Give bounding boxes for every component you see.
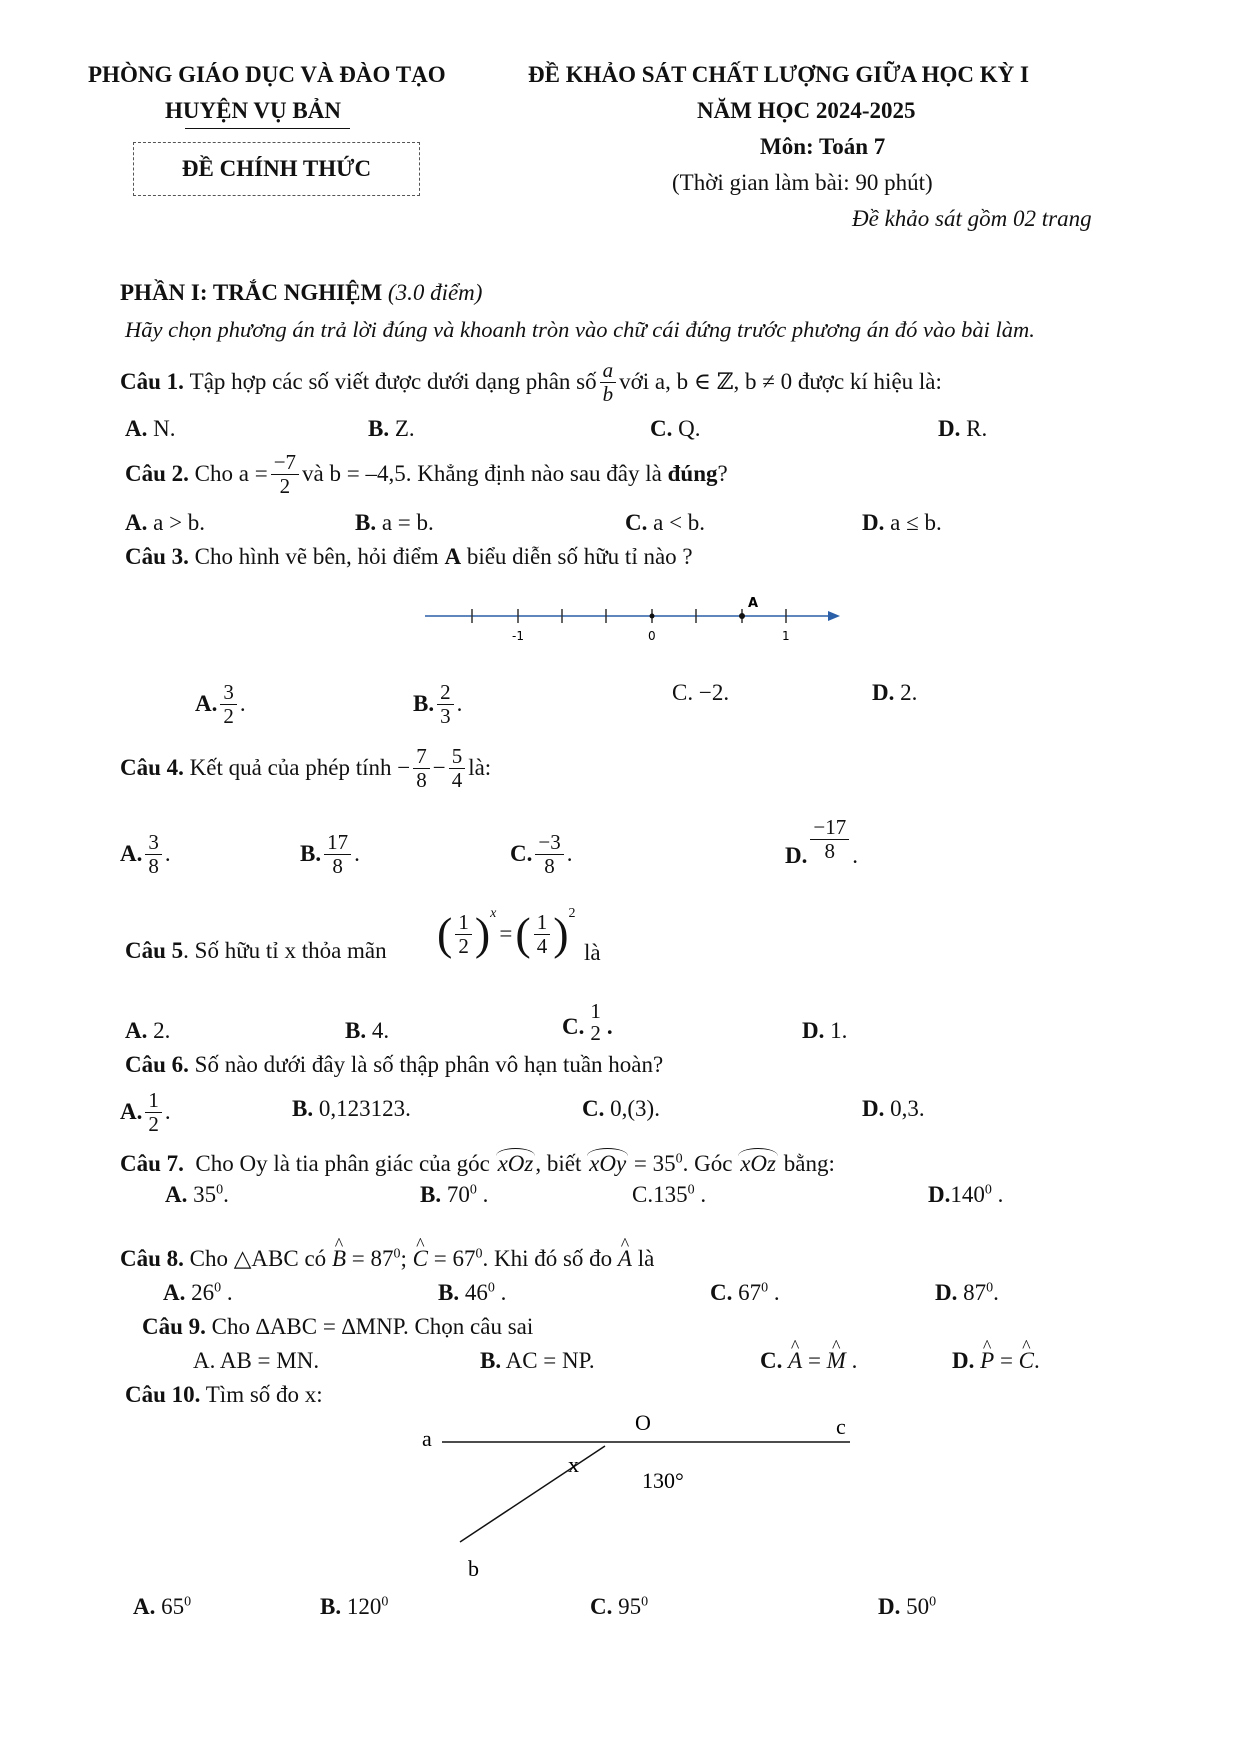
q2-fraction (271, 451, 299, 496)
dot: . (852, 843, 858, 868)
point-a-label: A (748, 596, 759, 611)
option-letter: B. (300, 841, 322, 866)
frac-num: 7 (413, 745, 430, 768)
q8-label: Câu 8. (120, 1246, 184, 1271)
origin-dot (650, 614, 655, 619)
q3-option-d[interactable] (872, 680, 917, 706)
option-letter: A. (125, 510, 148, 535)
q6-option-b[interactable] (292, 1096, 411, 1122)
frac-den: 8 (824, 838, 836, 863)
q5-base2 (534, 911, 551, 956)
q3-stem (125, 544, 693, 570)
q3-text-before: Cho hình vẽ bên, hỏi điểm (194, 544, 439, 569)
q5-base1 (455, 911, 472, 956)
option-letter: C. (710, 1280, 733, 1305)
option-text: 4. (371, 1018, 390, 1043)
option-letter: B. (345, 1018, 367, 1043)
option-letter: C. (590, 1594, 613, 1619)
frac-den: 8 (148, 853, 159, 878)
q5-option-b[interactable] (345, 1018, 389, 1044)
frac-den: 2 (148, 1111, 159, 1136)
option-text: 0,123123. (318, 1096, 411, 1121)
q5-option-a[interactable] (125, 1018, 170, 1044)
degree-mark: 0 (641, 1594, 649, 1610)
q4-option-d[interactable] (785, 808, 858, 870)
degree-mark: 0 (675, 1151, 683, 1167)
q8-option-d[interactable] (935, 1280, 999, 1306)
option-text: 87 (963, 1280, 987, 1305)
label-a: a (422, 1426, 432, 1451)
q9-option-a[interactable] (193, 1348, 319, 1374)
angle-b-value: = 87 (351, 1246, 394, 1271)
degree-mark: 0 (986, 1280, 994, 1296)
q4-stem (120, 740, 491, 796)
q4-label: Câu 4. (120, 755, 184, 780)
frac-num: 1 (534, 911, 551, 934)
frac-den: 8 (544, 853, 555, 878)
option-text: a ≤ b. (890, 510, 942, 535)
q3-option-c[interactable] (672, 680, 729, 706)
frac-num: 1 (145, 1089, 162, 1112)
angle-xoy-value: = 35 (633, 1151, 676, 1176)
dot: . (1034, 1348, 1040, 1373)
dot: . (456, 691, 463, 716)
option-letter: A. (165, 1182, 188, 1207)
angle-xoz: xOz (496, 1148, 536, 1177)
frac-den: 4 (536, 933, 548, 958)
q1-stem (120, 354, 942, 410)
q8-text-after: . Khi đó số đo (482, 1246, 613, 1271)
q9-label: Câu 9. (142, 1314, 206, 1339)
option-letter: B. (438, 1280, 460, 1305)
q4-b-fraction (324, 831, 351, 876)
angle-a-hat: ^ A (618, 1246, 632, 1272)
q4-text-before: Kết quả của phép tính (189, 755, 392, 780)
frac-num: 1 (455, 911, 472, 934)
minus-sign: − (432, 755, 446, 780)
option-letter: A. (120, 841, 143, 866)
q1-label: Câu 1. (120, 369, 184, 394)
q3-option-a[interactable] (195, 674, 246, 734)
option-text: AB = MN. (219, 1348, 320, 1373)
tick-label-minus1: -1 (512, 629, 524, 643)
degree-mark: 0 (381, 1594, 389, 1610)
option-letter: A. (163, 1280, 186, 1305)
degree-mark: 0 (984, 1182, 992, 1198)
q4-a-fraction (145, 831, 162, 876)
q7-option-b[interactable] (420, 1182, 488, 1208)
q6-a-fraction (145, 1089, 162, 1134)
q6-option-d[interactable] (862, 1096, 925, 1122)
q4-fraction-2 (449, 745, 466, 790)
option-letter: D. (802, 1018, 825, 1043)
degree-mark: 0 (393, 1246, 401, 1262)
dot: . (851, 1348, 858, 1373)
label-x: x (568, 1452, 579, 1477)
option-letter: C. (650, 416, 673, 441)
q10-option-b[interactable] (320, 1594, 388, 1620)
pages-note: Đề khảo sát gồm 02 trang (852, 206, 1092, 231)
q10-stem (125, 1382, 323, 1408)
q2-frac-den: 2 (279, 473, 291, 498)
option-letter: C. (672, 680, 699, 705)
school-year: NĂM HỌC 2024-2025 (697, 98, 916, 123)
label-c: c (836, 1414, 846, 1439)
degree-mark: 0 (216, 1182, 224, 1198)
dot: . (354, 841, 360, 866)
option-letter: B. (368, 416, 390, 441)
option-text: Z. (394, 416, 415, 441)
q2-option-d[interactable] (862, 510, 942, 536)
option-text: R. (966, 416, 988, 441)
q2-label: Câu 2. (125, 461, 189, 486)
q2-option-a[interactable] (125, 510, 205, 536)
option-letter: A. (195, 691, 218, 716)
angle-figure (410, 1410, 870, 1585)
tick-label-0: 0 (648, 629, 656, 643)
label-130-degrees: 130° (642, 1468, 684, 1493)
ray-ob (460, 1446, 605, 1542)
q5-exponent-2: 2 (568, 906, 576, 921)
dot: . (164, 1099, 171, 1124)
dot: . (164, 841, 171, 866)
q4-option-a[interactable] (120, 826, 171, 882)
dot: . (223, 1182, 229, 1207)
district-name: HUYỆN VỤ BẢN (165, 98, 341, 123)
q2-text-before: Cho a = (194, 461, 268, 486)
number-line-arrow (828, 611, 840, 621)
frac-num: −17 (810, 816, 849, 839)
dot: . (993, 1280, 999, 1305)
exam-title: ĐỀ KHẢO SÁT CHẤT LƯỢNG GIỮA HỌC KỲ I (528, 62, 1029, 87)
q4-text-after: là: (468, 755, 492, 780)
option-text: 50 (906, 1594, 930, 1619)
dot: . (500, 1280, 507, 1305)
option-letter: B. (480, 1348, 502, 1373)
degree-mark: 0 (469, 1182, 477, 1198)
frac-num: 5 (449, 745, 466, 768)
official-exam-box (133, 142, 420, 196)
option-letter: D. (862, 510, 885, 535)
q8-text-end: là (637, 1246, 655, 1271)
dot: . (239, 691, 246, 716)
option-letter: C. (562, 1014, 585, 1039)
q1-text-before: Tập hợp các số viết được dưới dạng phân số (189, 369, 597, 394)
q1-frac-den: b (602, 381, 614, 406)
option-letter: B. (320, 1594, 342, 1619)
dot: . (700, 1182, 707, 1207)
label-o: O (635, 1410, 651, 1435)
q4-option-c[interactable] (510, 826, 572, 882)
option-letter: D. (862, 1096, 885, 1121)
degree-mark: 0 (214, 1280, 222, 1296)
q2-text-end: ? (717, 461, 728, 486)
option-text: 1. (830, 1018, 848, 1043)
option-text: 67 (738, 1280, 762, 1305)
degree-mark: 0 (475, 1246, 483, 1262)
option-text: 140 (950, 1182, 985, 1207)
frac-num: 1 (590, 998, 601, 1023)
q10-text: Tìm số đo x: (205, 1382, 323, 1407)
frac-num: −3 (535, 831, 563, 854)
option-text: a > b. (153, 510, 206, 535)
equals-sign: = (807, 1348, 821, 1373)
option-text: 70 (446, 1182, 470, 1207)
option-text: AC = NP. (505, 1348, 595, 1373)
option-text: N. (153, 416, 176, 441)
option-text: 135 (653, 1182, 688, 1207)
q2-option-b[interactable] (355, 510, 434, 536)
option-letter: A. (125, 1018, 148, 1043)
option-letter: B. (292, 1096, 314, 1121)
q8-text-before: Cho △ABC có (189, 1246, 327, 1271)
district-underline (185, 128, 350, 129)
q1-option-d[interactable] (938, 416, 987, 442)
option-text: 26 (191, 1280, 215, 1305)
q3-label: Câu 3. (125, 544, 189, 569)
option-text: a < b. (653, 510, 706, 535)
frac-num: 3 (220, 681, 237, 704)
option-letter: A. (193, 1348, 216, 1373)
option-letter: B. (355, 510, 377, 535)
option-text: 120 (346, 1594, 382, 1619)
frac-num: 3 (145, 831, 162, 854)
angle-p-hat: ^ P (980, 1348, 994, 1374)
angle-c-hat: ^ C (413, 1246, 428, 1272)
q6-stem (125, 1052, 663, 1078)
option-text: 2. (900, 680, 918, 705)
q5-c-fraction (587, 1000, 604, 1044)
q10-option-a[interactable] (133, 1594, 191, 1620)
q2-stem (125, 446, 728, 502)
option-letter: D. (878, 1594, 901, 1619)
point-a-dot (739, 613, 745, 619)
q7-option-a[interactable] (165, 1182, 229, 1208)
q1-option-c[interactable] (650, 416, 701, 442)
q10-option-d[interactable] (878, 1594, 936, 1620)
angle-a-hat: ^ A (788, 1348, 802, 1374)
q3-option-b[interactable] (413, 674, 462, 734)
q2-option-c[interactable] (625, 510, 705, 536)
q9-option-c[interactable] (760, 1348, 857, 1374)
q3-bold-a: A (444, 544, 462, 569)
q3-a-fraction (220, 681, 237, 726)
dot: . (482, 1182, 489, 1207)
q6-label: Câu 6. (125, 1052, 189, 1077)
q4-option-b[interactable] (300, 826, 360, 882)
q7-label: Câu 7. (120, 1151, 184, 1176)
option-letter: C. (632, 1182, 654, 1207)
option-letter: A. (120, 1099, 143, 1124)
q3-b-fraction (437, 681, 454, 726)
q9-text: Cho ∆ABC = ∆MNP. Chọn câu sai (211, 1314, 534, 1339)
dot: . (997, 1182, 1004, 1207)
angle-m-hat: ^ M (827, 1348, 846, 1374)
q3-text-after: biểu diễn số hữu tỉ nào ? (466, 544, 693, 569)
q6-option-a[interactable] (120, 1082, 171, 1142)
option-letter: D. (928, 1182, 951, 1207)
q6-option-c[interactable] (582, 1096, 660, 1122)
angle-xoy: xOy (587, 1148, 628, 1177)
q9-option-d[interactable] (952, 1348, 1040, 1374)
q7-option-d[interactable] (928, 1182, 1003, 1208)
section1-heading: PHẦN I: TRẮC NGHIỆM (120, 280, 383, 305)
frac-den: 2 (458, 933, 469, 958)
option-text: 65 (161, 1594, 185, 1619)
option-text: a = b. (381, 510, 434, 535)
dot: . (566, 841, 573, 866)
q5-label: Câu 5 (125, 938, 184, 963)
section1-instruction: Hãy chọn phương án trả lời đúng và khoanh tròn vào chữ cái đứng trước phương án đó vào bài làm. (125, 317, 1035, 342)
q2-bold-word: đúng (667, 461, 718, 486)
option-letter: B. (413, 691, 435, 716)
option-letter: A. (125, 416, 148, 441)
frac-den: 2 (590, 1020, 601, 1045)
q5-option-c[interactable] (562, 980, 613, 1044)
semicolon: ; (400, 1246, 407, 1271)
frac-den: 2 (223, 703, 234, 728)
option-text: Q. (678, 416, 701, 441)
q5-text-after: là (584, 940, 601, 965)
option-letter: C. (760, 1348, 783, 1373)
official-exam-label: ĐỀ CHÍNH THỨC (181, 156, 372, 181)
q1-fraction (600, 359, 617, 404)
q7-text-before: Cho Oy là tia phân giác của góc (195, 1151, 490, 1176)
dot: . (606, 1014, 613, 1039)
option-letter: D. (952, 1348, 975, 1373)
q7-text-after: bằng: (783, 1151, 835, 1176)
subject: Môn: Toán 7 (760, 134, 886, 159)
degree-mark: 0 (487, 1280, 495, 1296)
q10-label: Câu 10. (125, 1382, 201, 1407)
q4-d-fraction (810, 816, 849, 861)
q8-option-b[interactable] (438, 1280, 506, 1306)
dot: . (773, 1280, 780, 1305)
option-letter: D. (938, 416, 961, 441)
frac-num: 2 (437, 681, 454, 704)
option-letter: C. (510, 841, 533, 866)
q8-option-a[interactable] (163, 1280, 233, 1306)
q5-equation: ( $\frac{1}{2}$ ) x = ( $\frac{1}{4}$ ) 2 (437, 906, 576, 959)
q5-stem (125, 938, 387, 964)
angle-b-hat: ^ B (332, 1246, 346, 1272)
option-letter: C. (625, 510, 648, 535)
q7-option-c[interactable] (632, 1182, 706, 1208)
q8-stem (120, 1246, 654, 1272)
q5-option-d[interactable] (802, 1018, 847, 1044)
q2-frac-num: −7 (271, 451, 299, 474)
q2-text-mid: và b = –4,5. Khẳng định nào sau đây là (302, 461, 662, 486)
option-letter: D. (872, 680, 895, 705)
q8-option-c[interactable] (710, 1280, 780, 1306)
angle-c-hat: ^ C (1019, 1348, 1034, 1374)
dot: . (226, 1280, 233, 1305)
frac-num: 17 (324, 831, 351, 854)
frac-den: 8 (332, 853, 343, 878)
department-name: PHÒNG GIÁO DỤC VÀ ĐÀO TẠO (88, 62, 446, 87)
q1-option-b[interactable] (368, 416, 415, 442)
q4-fraction-1 (413, 745, 430, 790)
option-text: 2. (153, 1018, 171, 1043)
degree-mark: 0 (929, 1594, 937, 1610)
option-text: 0,(3). (610, 1096, 660, 1121)
q5-text-before: . Số hữu tỉ x thỏa mãn (183, 938, 387, 963)
option-text: −2. (698, 680, 730, 705)
option-text: 95 (618, 1594, 642, 1619)
option-letter: B. (420, 1182, 442, 1207)
q7-stem (120, 1148, 835, 1177)
q7-text-mid: , biết (535, 1151, 582, 1176)
option-letter: C. (582, 1096, 605, 1121)
frac-den: 4 (451, 767, 463, 792)
angle-xoz-2: xOz (738, 1148, 778, 1177)
degree-mark: 0 (687, 1182, 695, 1198)
q6-text: Số nào dưới đây là số thập phân vô hạn tuần hoàn? (194, 1052, 664, 1077)
q4-c-fraction (535, 831, 563, 876)
q1-frac-num: a (600, 359, 617, 382)
q5-exponent-x: x (490, 906, 497, 921)
angle-c-value: = 67 (433, 1246, 476, 1271)
tick-label-1: 1 (782, 629, 790, 643)
option-text: 46 (464, 1280, 488, 1305)
degree-mark: 0 (761, 1280, 769, 1296)
option-text: 35 (193, 1182, 217, 1207)
option-letter: D. (785, 843, 808, 868)
q1-text-after: với a, b ∈ ℤ, b ≠ 0 được kí hiệu là: (619, 369, 942, 394)
option-text: 0,3. (890, 1096, 925, 1121)
frac-den: 3 (440, 703, 451, 728)
q9-option-b[interactable] (480, 1348, 595, 1374)
q10-option-c[interactable] (590, 1594, 648, 1620)
frac-den: 8 (416, 767, 427, 792)
number-line-figure (420, 590, 850, 650)
q1-option-a[interactable] (125, 416, 176, 442)
equals-sign: = (499, 921, 513, 946)
equals-sign: = (999, 1348, 1013, 1373)
option-letter: A. (133, 1594, 156, 1619)
section1-title (120, 280, 482, 306)
q7-text-mid2: . Góc (682, 1151, 733, 1176)
degree-mark: 0 (184, 1594, 192, 1610)
exam-time: (Thời gian làm bài: 90 phút) (672, 170, 933, 195)
section1-points: (3.0 điểm) (387, 280, 483, 305)
option-letter: D. (935, 1280, 958, 1305)
q9-stem (142, 1314, 533, 1340)
minus-sign: − (397, 755, 411, 780)
label-b: b (468, 1556, 479, 1581)
